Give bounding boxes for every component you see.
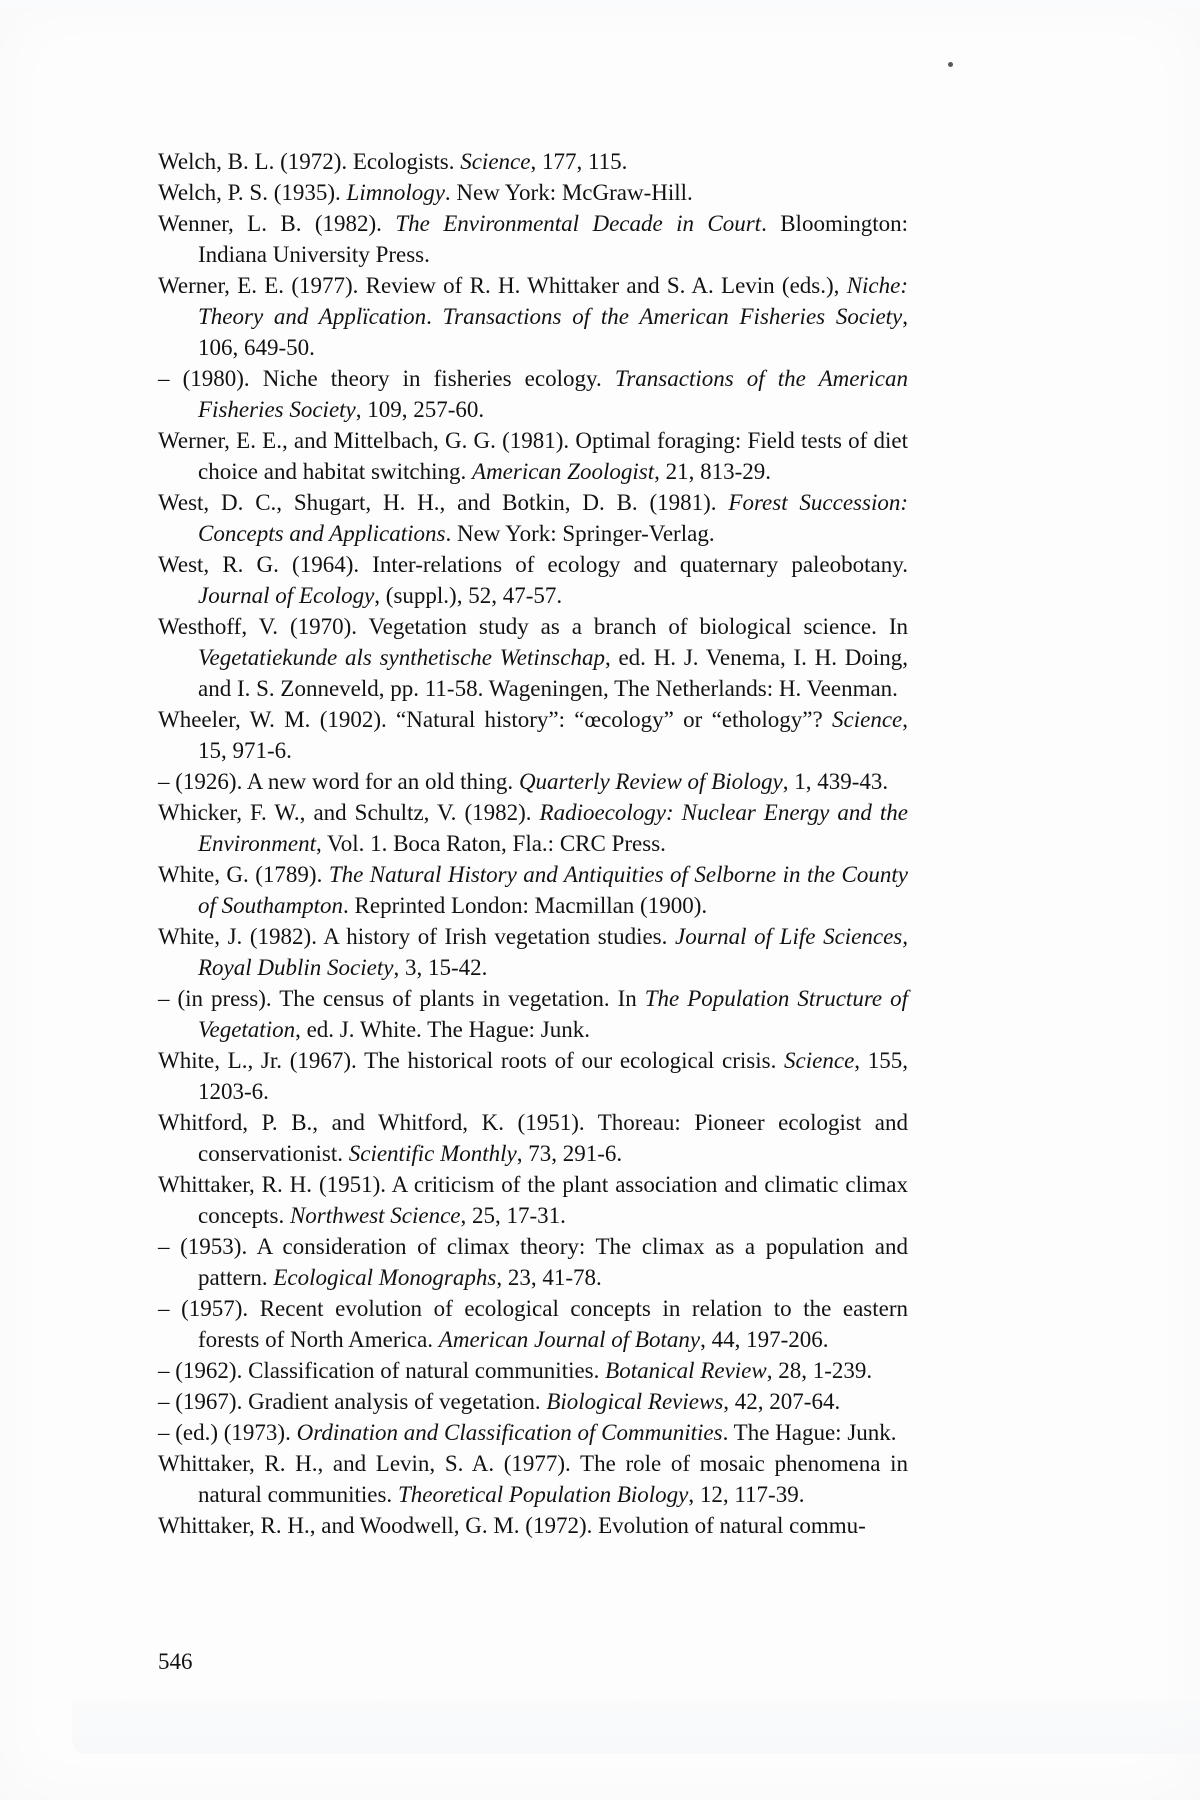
reference-plain-text: West, R. G. (1964). Inter-relations of ecology and quaternary paleobotany. xyxy=(158,552,908,577)
reference-italic-text: American Zoologist xyxy=(472,459,655,484)
reference-plain-text: Werner, E. E., and Mittelbach, G. G. (1981). Optimal foraging: Field tests of diet choice and habitat switching. xyxy=(158,428,908,484)
reference-italic-text: Transactions of the American Fisheries Society xyxy=(198,366,908,422)
reference-plain-text: White, L., Jr. (1967). The historical roots of our ecological crisis. xyxy=(158,1048,785,1073)
reference-italic-text: Transactions of the American Fisheries Society xyxy=(442,304,903,329)
reference-italic-text: The Environmental Decade in Court xyxy=(395,211,762,236)
reference-plain-text: Whittaker, R. H., and Woodwell, G. M. (1972). Evolution of natural commu- xyxy=(158,1513,866,1538)
reference-plain-text: White, G. (1789). xyxy=(158,862,329,887)
reference-italic-text: Vegetatiekunde als synthetische Wetinschap xyxy=(198,645,605,670)
reference-plain-text: – (1953). A consideration of climax theory: The climax as a population and pattern. xyxy=(158,1234,908,1290)
reference-plain-text: – (1967). Gradient analysis of vegetation. xyxy=(158,1389,547,1414)
reference-italic-text: Forest Succession: Concepts and Applications xyxy=(198,490,908,546)
reference-entry xyxy=(158,704,908,766)
reference-plain-text: , 15, 971-6. xyxy=(198,707,908,763)
reference-plain-text: , 109, 257-60. xyxy=(355,397,485,422)
reference-entry xyxy=(158,1386,908,1417)
reference-italic-text: Theoretical Population Biology xyxy=(397,1482,689,1507)
reference-italic-text: Journal of Life Sciences, Royal Dublin Society xyxy=(198,924,908,980)
reference-plain-text: – (1926). A new word for an old thing. xyxy=(158,769,519,794)
reference-plain-text: Whittaker, R. H., and Levin, S. A. (1977). The role of mosaic phenomena in natural communities. xyxy=(158,1451,908,1507)
reference-plain-text: Wheeler, W. M. (1902). “Natural history”: “œcology” or “ethology”? xyxy=(158,707,833,732)
reference-italic-text: Quarterly Review of Biology xyxy=(518,769,783,794)
scan-edge-shadow-top xyxy=(0,0,1200,8)
reference-entry xyxy=(158,921,908,983)
reference-plain-text: , 1, 439-43. xyxy=(782,769,889,794)
reference-plain-text: Whittaker, R. H. (1951). A criticism of the plant association and climatic climax concepts. xyxy=(158,1172,908,1228)
reference-plain-text: White, J. (1982). A history of Irish vegetation studies. xyxy=(158,924,675,949)
reference-plain-text: , ed. J. White. The Hague: Junk. xyxy=(295,1017,590,1042)
reference-plain-text: , 44, 197-206. xyxy=(700,1327,829,1352)
reference-plain-text: , 3, 15-42. xyxy=(393,955,488,980)
reference-plain-text: , 28, 1-239. xyxy=(766,1358,873,1383)
reference-entry xyxy=(158,611,908,704)
reference-plain-text: Whicker, F. W., and Schultz, V. (1982). xyxy=(158,800,540,825)
reference-entry xyxy=(158,363,908,425)
reference-plain-text: , 12, 117-39. xyxy=(688,1482,805,1507)
reference-entry xyxy=(158,208,908,270)
reference-entry xyxy=(158,146,908,177)
reference-italic-text: American Journal of Botany xyxy=(438,1327,701,1352)
reference-plain-text: Wenner, L. B. (1982). xyxy=(158,211,396,236)
reference-italic-text: Ecological Monographs xyxy=(273,1265,497,1290)
reference-plain-text: Werner, E. E. (1977). Review of R. H. Whittaker and S. A. Levin (eds.), xyxy=(158,273,847,298)
reference-entry xyxy=(158,549,908,611)
reference-entry xyxy=(158,766,908,797)
reference-plain-text: . xyxy=(426,304,443,329)
reference-italic-text: Journal of Ecology xyxy=(198,583,375,608)
reference-italic-text: Botanical Review xyxy=(605,1358,767,1383)
reference-plain-text: . The Hague: Junk. xyxy=(722,1420,897,1445)
reference-plain-text: , (suppl.), 52, 47-57. xyxy=(374,583,563,608)
reference-plain-text: . New York: McGraw-Hill. xyxy=(444,180,693,205)
reference-plain-text: – (1957). Recent evolution of ecological concepts in relation to the eastern forests of North America. xyxy=(158,1296,908,1352)
reference-italic-text: Science xyxy=(460,149,531,174)
reference-entry xyxy=(158,1231,908,1293)
reference-italic-text: Ordination and Classification of Communities xyxy=(296,1420,723,1445)
reference-entry xyxy=(158,177,908,208)
reference-plain-text: , 23, 41-78. xyxy=(496,1265,602,1290)
reference-entry xyxy=(158,1417,908,1448)
reference-entry xyxy=(158,1355,908,1386)
reference-italic-text: Niche: Theory and Applïcation xyxy=(198,273,908,329)
reference-italic-text: Limnology xyxy=(346,180,445,205)
reference-entry xyxy=(158,1510,908,1541)
reference-entry xyxy=(158,1107,908,1169)
reference-plain-text: – (ed.) (1973). xyxy=(158,1420,297,1445)
reference-italic-text: The Natural History and Antiquities of Selborne in the County of Southampton xyxy=(198,862,908,918)
reference-plain-text: – (1980). Niche theory in fisheries ecology. xyxy=(158,366,615,391)
reference-plain-text: . New York: Springer-Verlag. xyxy=(445,521,715,546)
reference-plain-text: . Reprinted London: Macmillan (1900). xyxy=(343,893,708,918)
reference-plain-text: , Vol. 1. Boca Raton, Fla.: CRC Press. xyxy=(315,831,666,856)
reference-plain-text: , 25, 17-31. xyxy=(460,1203,566,1228)
reference-italic-text: Biological Reviews xyxy=(546,1389,724,1414)
reference-entry xyxy=(158,487,908,549)
reference-plain-text: , 42, 207-64. xyxy=(723,1389,841,1414)
reference-italic-text: Science xyxy=(784,1048,855,1073)
reference-plain-text: , 106, 649-50. xyxy=(198,304,909,360)
scan-edge-shadow-bottom xyxy=(72,1700,1200,1754)
reference-italic-text: Science xyxy=(832,707,903,732)
reference-plain-text: West, D. C., Shugart, H. H., and Botkin, D. B. (1981). xyxy=(158,490,729,515)
reference-entry xyxy=(158,1045,908,1107)
reference-plain-text: . Bloomington: Indiana University Press. xyxy=(198,211,908,267)
reference-plain-text: , 155, 1203-6. xyxy=(198,1048,908,1104)
scan-speck xyxy=(948,62,953,67)
reference-plain-text: – (in press). The census of plants in vegetation. In xyxy=(158,986,645,1011)
reference-plain-text: , 21, 813-29. xyxy=(654,459,772,484)
reference-plain-text: , 177, 115. xyxy=(530,149,628,174)
reference-italic-text: Radioecology: Nuclear Energy and the Environment xyxy=(198,800,908,856)
reference-entry xyxy=(158,270,908,363)
reference-plain-text: , ed. H. J. Venema, I. H. Doing, and I. S. Zonneveld, pp. 11-58. Wageningen, The Netherlands: H. Veenman. xyxy=(198,645,909,701)
reference-entry xyxy=(158,1448,908,1510)
reference-entry xyxy=(158,1169,908,1231)
reference-entry xyxy=(158,1293,908,1355)
reference-plain-text: Westhoff, V. (1970). Vegetation study as a branch of biological science. In xyxy=(158,614,908,639)
reference-plain-text: Welch, P. S. (1935). xyxy=(158,180,347,205)
reference-entry xyxy=(158,859,908,921)
reference-italic-text: The Population Structure of Vegetation xyxy=(198,986,908,1042)
reference-italic-text: Northwest Science xyxy=(289,1203,461,1228)
reference-italic-text: Scientific Monthly xyxy=(348,1141,517,1166)
reference-plain-text: – (1962). Classification of natural communities. xyxy=(158,1358,606,1383)
reference-entry xyxy=(158,425,908,487)
reference-plain-text: Whitford, P. B., and Whitford, K. (1951). Thoreau: Pioneer ecologist and conservationist. xyxy=(158,1110,908,1166)
reference-entry xyxy=(158,797,908,859)
references-list xyxy=(158,146,908,1541)
reference-plain-text: Welch, B. L. (1972). Ecologists. xyxy=(158,149,461,174)
page-number: 546 xyxy=(158,1649,193,1674)
reference-plain-text: , 73, 291-6. xyxy=(516,1141,623,1166)
reference-entry xyxy=(158,983,908,1045)
